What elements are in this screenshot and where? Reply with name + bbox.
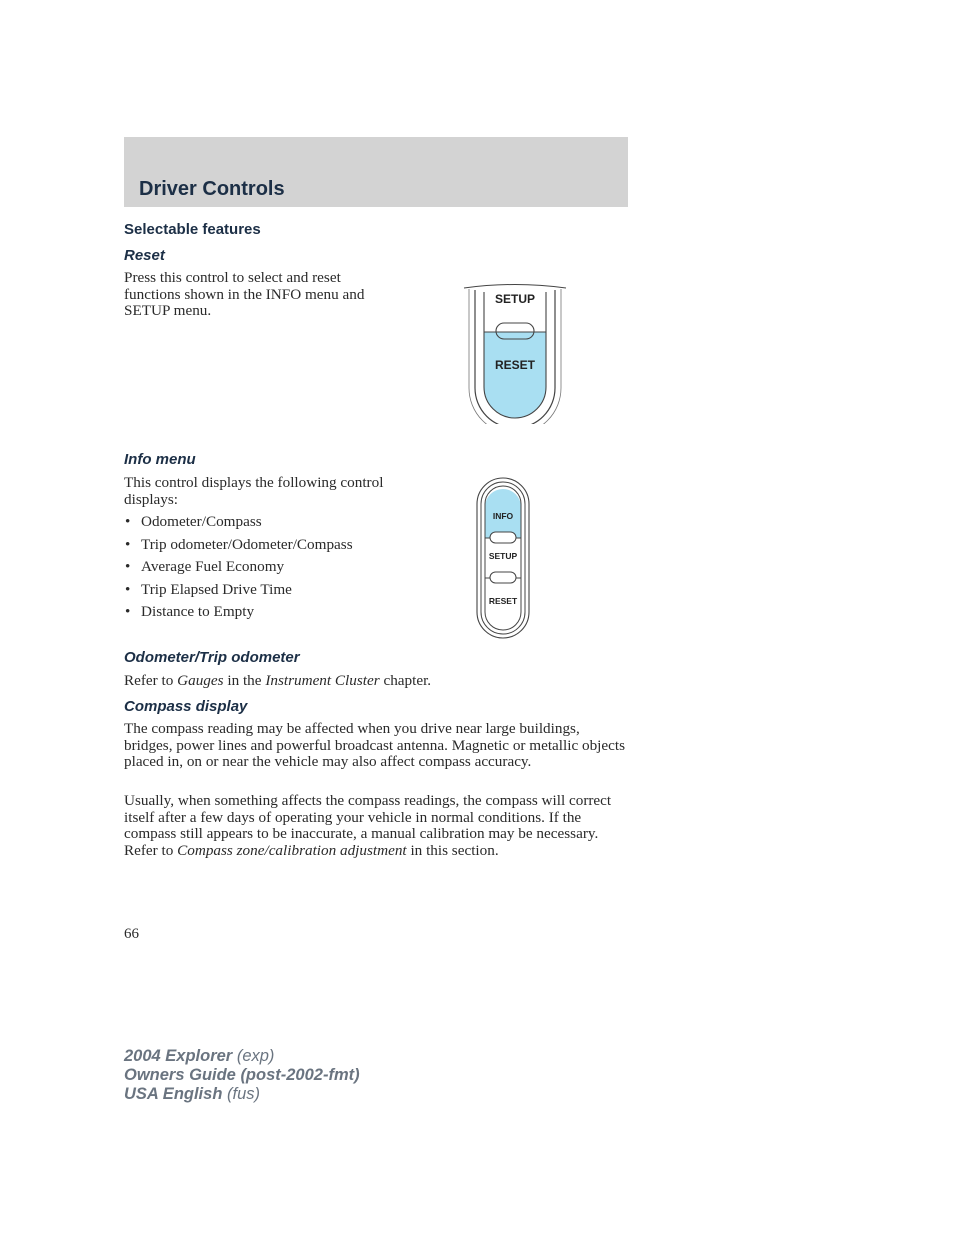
setup-label: SETUP [488,551,518,561]
list-item: • Trip odometer/Odometer/Compass [125,535,353,553]
info-menu-intro: This control displays the following control displays: [124,474,384,508]
setup-label: SETUP [494,292,536,306]
reset-body: Press this control to select and reset functions shown in the INFO menu and SETUP menu. [124,269,365,319]
compass-heading: Compass display [124,698,248,715]
section-heading: Selectable features [124,221,261,238]
list-item: • Odometer/Compass [125,513,262,530]
info-menu-heading: Info menu [124,451,196,468]
compass-body-2: Usually, when something affects the compass readings, the compass will correct itself after a few days of operating your vehicle in normal conditions. If the compass still appears to be inaccurate, a manual calibration may be necessary. Refer to Compass zone/calibration adjustment in this section. [124,792,612,859]
list-item: • Trip Elapsed Drive Time [125,580,292,598]
info-menu-list [124,514,353,627]
setup-reset-control-figure [458,284,574,424]
header-band [124,137,628,207]
reset-label: RESET [494,358,536,372]
page-title: Driver Controls [139,178,285,200]
odometer-body: Refer to Gauges in the Instrument Cluster chapter. [124,672,432,689]
footer: 2004 Explorer (exp) Owners Guide (post-2002-fmt) USA English (fus) [124,1047,360,1103]
reset-heading: Reset [124,247,165,264]
list-item: • Average Fuel Economy [125,558,285,576]
info-setup-reset-control-figure [470,474,536,642]
reset-highlight [484,332,546,418]
list-item: • Distance to Empty [125,603,255,621]
odometer-heading: Odometer/Trip odometer [124,649,300,666]
page-number: 66 [124,926,139,942]
compass-body-1: The compass reading may be affected when you drive near large buildings, bridges, power lines and powerful broadcast antenna. Magnetic or metallic objects placed in, on or near the vehicle may also affect compass accuracy. [124,720,626,770]
info-label: INFO [492,511,514,521]
reset-label: RESET [488,596,518,606]
